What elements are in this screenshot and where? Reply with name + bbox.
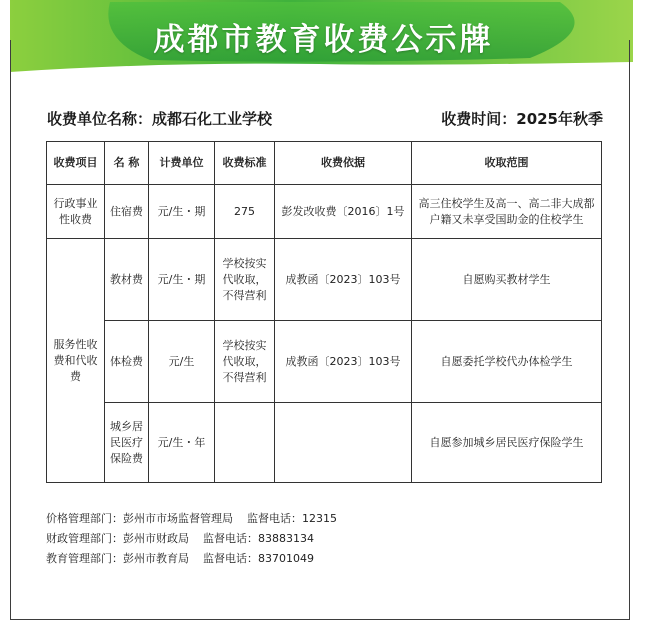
billing-unit: 元/生・期 <box>149 185 215 239</box>
fee-standard <box>215 403 275 483</box>
edu-dept: 教育管理部门：彭州市教育局 <box>46 552 189 565</box>
fee-scope: 自愿委托学校代办体检学生 <box>412 321 602 403</box>
table-row <box>47 321 602 403</box>
fee-basis: 彭发改收费〔2016〕1号 <box>275 185 412 239</box>
fee-basis: 成教函〔2023〕103号 <box>275 321 412 403</box>
category-cell: 服务性收费和代收费 <box>47 239 105 483</box>
fee-scope: 高三住校学生及高一、高二非大成都户籍又未享受国助金的住校学生 <box>412 185 602 239</box>
finance-dept-line <box>46 529 606 549</box>
fee-scope: 自愿购买教材学生 <box>412 239 602 321</box>
supervision-footer <box>46 509 606 569</box>
billing-unit: 元/生・年 <box>149 403 215 483</box>
edu-phone: 监督电话：83701049 <box>203 552 314 565</box>
col-header-category: 收费项目 <box>47 142 105 185</box>
billing-unit: 元/生・期 <box>149 239 215 321</box>
category-cell: 行政事业性收费 <box>47 185 105 239</box>
charging-unit-name: 收费单位名称：成都石化工业学校 <box>47 110 273 128</box>
col-header-unit: 计费单位 <box>149 142 215 185</box>
price-phone: 监督电话：12315 <box>247 512 337 525</box>
info-row <box>47 108 603 132</box>
edu-dept-line <box>46 549 606 569</box>
fee-table <box>46 141 602 483</box>
col-header-scope: 收取范围 <box>412 142 602 185</box>
col-header-name: 名 称 <box>105 142 149 185</box>
col-header-standard: 收费标准 <box>215 142 275 185</box>
table-header-row <box>47 142 602 185</box>
fee-basis <box>275 403 412 483</box>
table-row <box>47 403 602 483</box>
billing-unit: 元/生 <box>149 321 215 403</box>
fee-standard: 学校按实代收取，不得营利 <box>215 321 275 403</box>
item-name: 住宿费 <box>105 185 149 239</box>
finance-phone: 监督电话：83883134 <box>203 532 314 545</box>
table-row <box>47 239 602 321</box>
item-name: 教材费 <box>105 239 149 321</box>
banner-title: 成都市教育收费公示牌 <box>153 22 494 58</box>
fee-standard: 275 <box>215 185 275 239</box>
item-name: 体检费 <box>105 321 149 403</box>
fee-basis: 成教函〔2023〕103号 <box>275 239 412 321</box>
price-dept: 价格管理部门：彭州市市场监督管理局 <box>46 512 233 525</box>
fee-standard: 学校按实代收取，不得营利 <box>215 239 275 321</box>
charging-time: 收费时间：2025年秋季 <box>441 110 603 128</box>
col-header-basis: 收费依据 <box>275 142 412 185</box>
fee-scope: 自愿参加城乡居民医疗保险学生 <box>412 403 602 483</box>
item-name: 城乡居民医疗保险费 <box>105 403 149 483</box>
finance-dept: 财政管理部门：彭州市财政局 <box>46 532 189 545</box>
price-dept-line <box>46 509 606 529</box>
table-row <box>47 185 602 239</box>
